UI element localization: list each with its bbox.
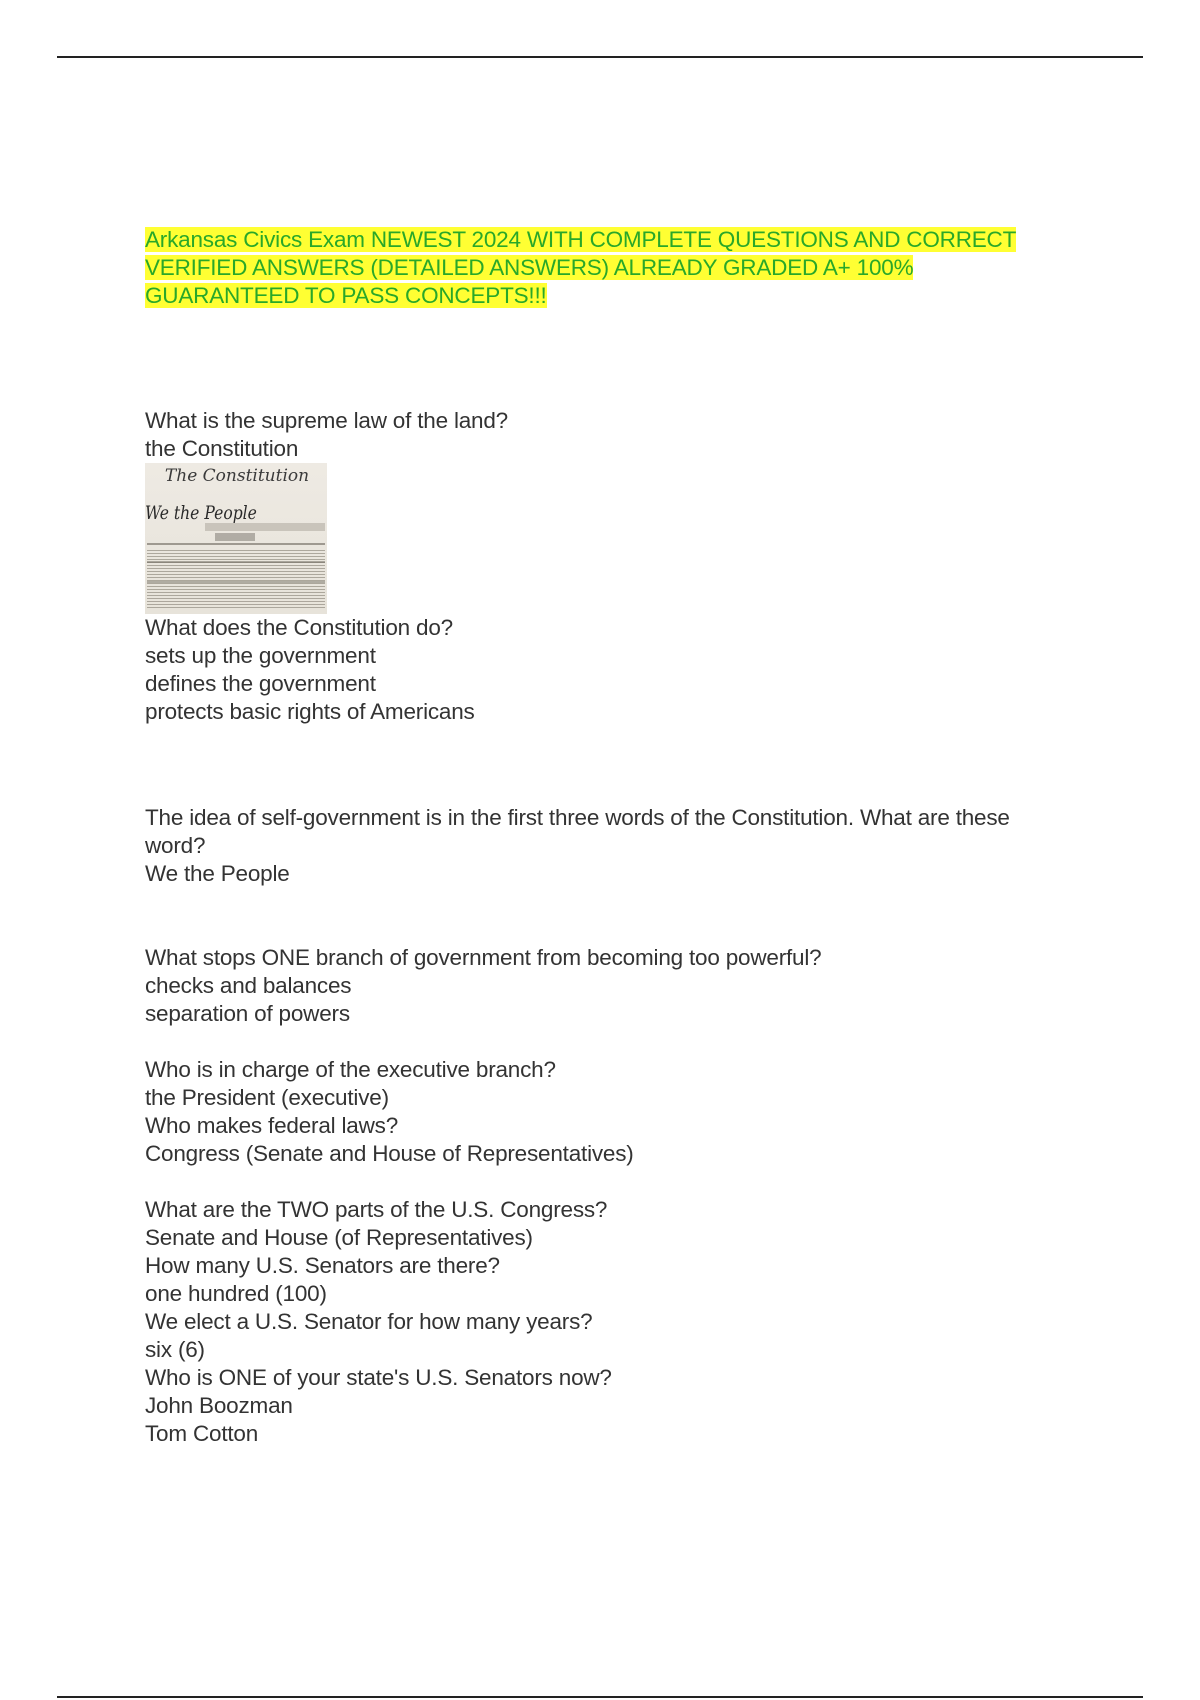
qa-item-1: [145, 407, 1065, 463]
question: What is the supreme law of the land?: [145, 408, 508, 433]
constitution-image-preamble: We the People: [145, 502, 257, 525]
title-highlight: Arkansas Civics Exam NEWEST 2024 WITH COMPLETE QUESTIONS AND CORRECT VERIFIED ANSWERS (DETAILED ANSWERS) ALREADY GRADED A+ 100% GUARANTEED TO PASS CONCEPTS!!!: [145, 227, 1017, 308]
top-divider: [57, 56, 1143, 58]
qa-item-4: [145, 944, 1065, 1028]
answer: Congress (Senate and House of Representatives): [145, 1141, 634, 1166]
answer: defines the government: [145, 671, 376, 696]
question: What stops ONE branch of government from becoming too powerful?: [145, 945, 822, 970]
question: What are the TWO parts of the U.S. Congress?: [145, 1197, 608, 1222]
question: How many U.S. Senators are there?: [145, 1253, 500, 1278]
question: Who makes federal laws?: [145, 1113, 399, 1138]
answer: Senate and House (of Representatives): [145, 1225, 533, 1250]
bottom-divider: [57, 1696, 1143, 1698]
answer: sets up the government: [145, 643, 376, 668]
question: Who is ONE of your state's U.S. Senators now?: [145, 1365, 612, 1390]
qa-item-10: [145, 1364, 1065, 1448]
qa-item-5: [145, 1056, 1065, 1112]
qa-item-2: [145, 614, 1065, 726]
answer: checks and balances: [145, 973, 352, 998]
document-content: [145, 226, 1065, 1448]
answer: protects basic rights of Americans: [145, 699, 475, 724]
qa-item-6: [145, 1112, 1065, 1168]
answer: the Constitution: [145, 436, 299, 461]
question: The idea of self-government is in the first three words of the Constitution. What are these word?: [145, 805, 1010, 858]
answer: the President (executive): [145, 1085, 389, 1110]
question: What does the Constitution do?: [145, 615, 453, 640]
qa-item-9: [145, 1308, 1065, 1364]
qa-item-7: [145, 1196, 1065, 1252]
answer: John Boozman: [145, 1393, 293, 1418]
answer: one hundred (100): [145, 1281, 327, 1306]
qa-item-8: [145, 1252, 1065, 1308]
answer: separation of powers: [145, 1001, 350, 1026]
constitution-image: [145, 463, 327, 614]
answer: six (6): [145, 1337, 205, 1362]
answer: We the People: [145, 861, 290, 886]
question: We elect a U.S. Senator for how many years?: [145, 1309, 593, 1334]
question: Who is in charge of the executive branch?: [145, 1057, 556, 1082]
constitution-image-heading: The Constitution: [164, 466, 310, 486]
qa-item-3: [145, 804, 1065, 888]
answer: Tom Cotton: [145, 1421, 259, 1446]
document-title: [145, 226, 1065, 310]
